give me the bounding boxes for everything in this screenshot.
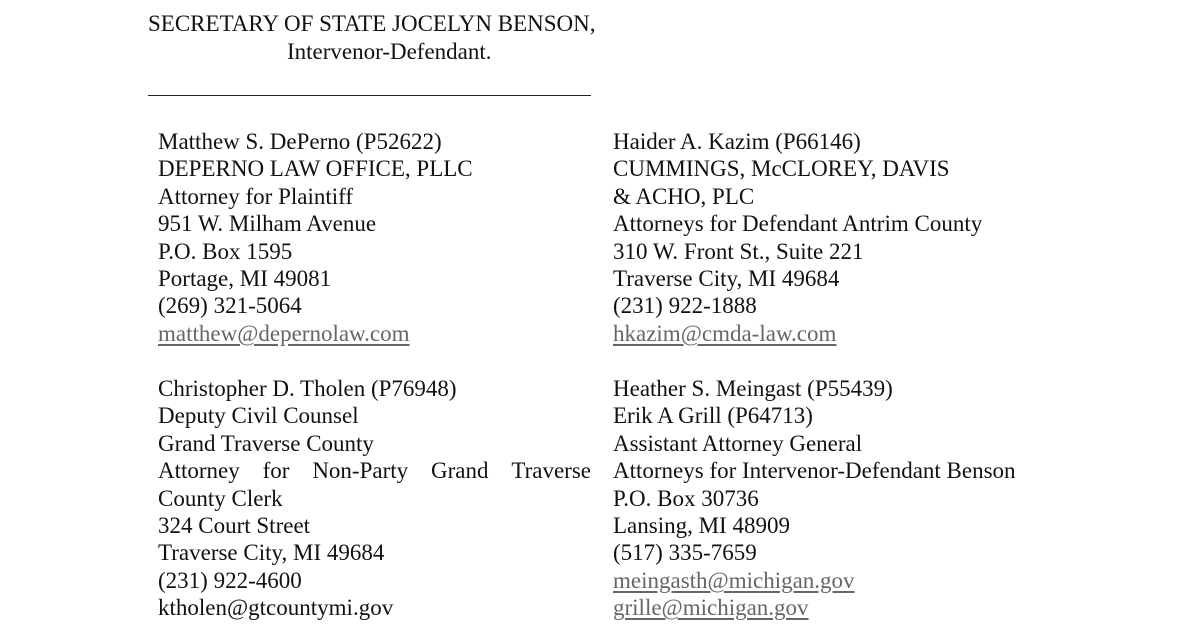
attorney-role: Attorneys for Intervenor-Defendant Benson <box>613 458 1016 484</box>
attorney-role: Attorneys for Defendant Antrim County <box>613 211 983 237</box>
signature-rule <box>148 95 591 96</box>
counsel-block-antrim-county <box>613 128 982 347</box>
phone-number: (269) 321-5064 <box>158 293 302 319</box>
attorney-role <box>158 457 591 484</box>
party-role: Intervenor-Defendant. <box>287 39 492 64</box>
county-name: Grand Traverse County <box>158 430 374 456</box>
city-state-zip: Traverse City, MI 49684 <box>158 540 385 566</box>
email-link[interactable]: matthew@depernolaw.com <box>158 320 410 346</box>
party-name: SECRETARY OF STATE JOCELYN BENSON, <box>148 11 596 36</box>
phone-number: (231) 922-4600 <box>158 567 302 593</box>
attorney-role-continued: County Clerk <box>158 485 283 511</box>
attorney-name: Christopher D. Tholen (P76948) <box>158 376 457 401</box>
email-link[interactable]: meingasth@michigan.gov <box>613 567 855 593</box>
street-address: 951 W. Milham Avenue <box>158 211 377 237</box>
attorney-name-second: Erik A Grill (P64713) <box>613 403 813 429</box>
role-word: Grand <box>431 458 489 484</box>
role-word: for <box>262 458 290 484</box>
attorney-name: Haider A. Kazim (P66146) <box>613 129 861 154</box>
counsel-block-attorney-general <box>613 375 1016 622</box>
phone-number: (231) 922-1888 <box>613 293 757 319</box>
attorney-name: Matthew S. DePerno (P52622) <box>158 129 442 154</box>
counsel-block-grand-traverse <box>158 375 591 622</box>
po-box: P.O. Box 1595 <box>158 238 293 264</box>
email-link[interactable]: grille@michigan.gov <box>613 595 809 621</box>
city-state-zip: Traverse City, MI 49684 <box>613 266 840 292</box>
role-word: Traverse <box>511 458 591 484</box>
email-address: ktholen@gtcountymi.gov <box>158 595 394 621</box>
email-link[interactable]: hkazim@cmda-law.com <box>613 320 837 346</box>
firm-name-continued: & ACHO, PLC <box>613 183 755 209</box>
city-state-zip: Portage, MI 49081 <box>158 266 332 292</box>
firm-name: CUMMINGS, McCLOREY, DAVIS <box>613 156 950 182</box>
role-word: Non-Party <box>312 458 409 484</box>
counsel-block-plaintiff <box>158 128 473 347</box>
attorney-title: Assistant Attorney General <box>613 430 863 456</box>
attorney-role: Attorney for Plaintiff <box>158 183 354 209</box>
street-address: 324 Court Street <box>158 513 311 539</box>
attorney-name: Heather S. Meingast (P55439) <box>613 376 893 401</box>
attorney-title: Deputy Civil Counsel <box>158 403 359 429</box>
city-state-zip: Lansing, MI 48909 <box>613 513 790 539</box>
role-word: Attorney <box>158 458 240 484</box>
po-box: P.O. Box 30736 <box>613 485 759 511</box>
phone-number: (517) 335-7659 <box>613 540 757 566</box>
street-address: 310 W. Front St., Suite 221 <box>613 238 864 264</box>
firm-name: DEPERNO LAW OFFICE, PLLC <box>158 156 473 182</box>
